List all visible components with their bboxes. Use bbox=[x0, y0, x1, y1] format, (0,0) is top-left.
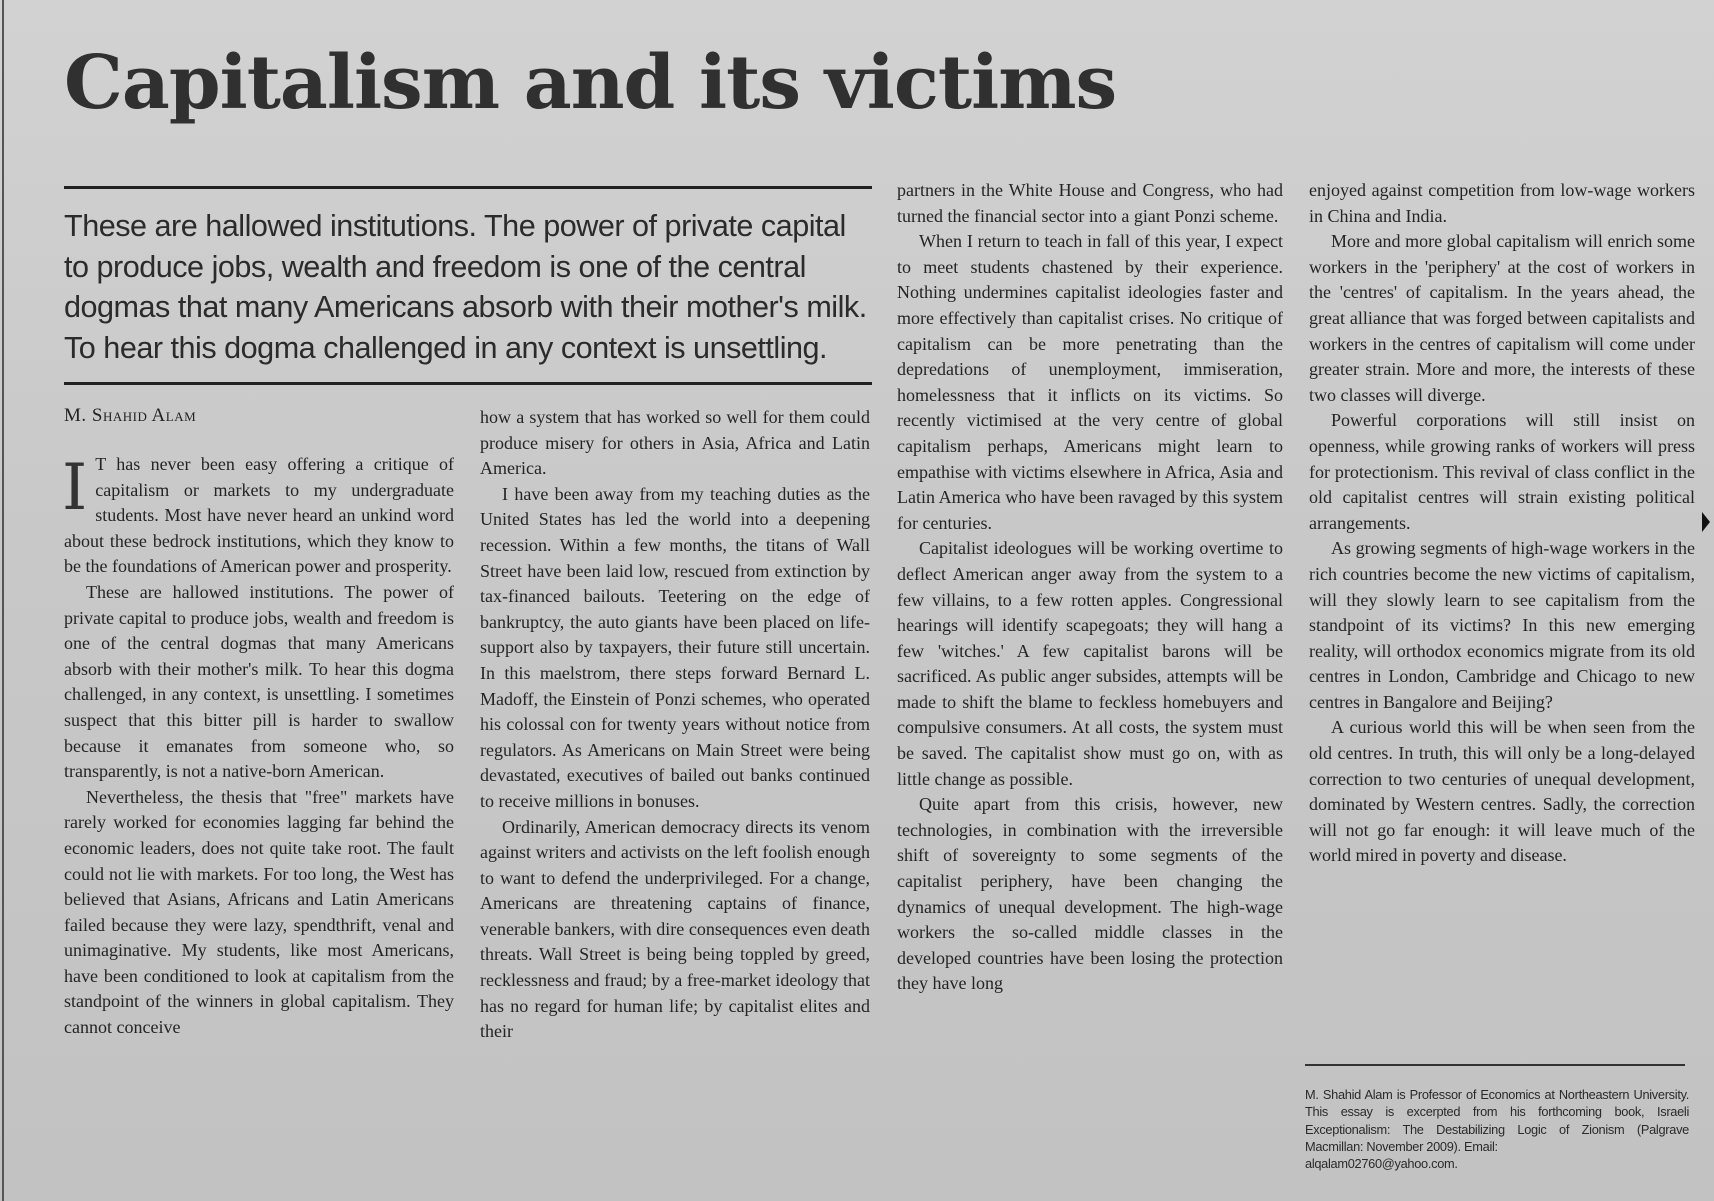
column-2 bbox=[480, 405, 870, 1045]
author-email: alqalam02760@yahoo.com. bbox=[1305, 1156, 1458, 1172]
paragraph-1 bbox=[64, 452, 454, 580]
paragraph-6: Ordinarily, American democracy directs its venom against writers and activists on the left foolish enough to want to defend the underprivileged. For a change, Americans are threatening captains of finance, venerable bankers, with dire consequences even death threats. Wall Street is being being toppled by greed, recklessness and fraud; by a free-market ideology that has no regard for human life; by capitalist elites and their bbox=[480, 816, 870, 1042]
deck-top-rule bbox=[64, 186, 872, 189]
author-bio-text: M. Shahid Alam is Professor of Economics at Northeastern University. This essay is excerpted from his forthcoming book, Israeli Exceptionalism: The Destabilizing Logic of Zionism (Palgrave Macmillan: November 2009). Email: bbox=[1305, 1087, 1689, 1154]
paragraph-2: These are hallowed institutions. The power of private capital to produce jobs, wealth and freedom is one of the central dogmas that many Americans absorb with their mother's milk. To hear this dogma challenged, in any context, is unsettling. I sometimes suspect that this bitter pill is harder to swallow because it emanates from someone who, so transparently, is not a native-born American. bbox=[64, 581, 454, 782]
drop-cap: I bbox=[62, 451, 88, 525]
paragraph-7: partners in the White House and Congress, who had turned the financial sector into a giant Ponzi scheme. bbox=[897, 180, 1283, 226]
fold-marker-icon bbox=[1702, 512, 1710, 532]
column-3 bbox=[897, 178, 1283, 997]
column-4 bbox=[1309, 178, 1695, 869]
paragraph-4: how a system that has worked so well for them could produce misery for others in Asia, Africa and Latin America. bbox=[480, 407, 870, 479]
paragraph-11: enjoyed against competition from low-wage workers in China and India. bbox=[1309, 180, 1695, 226]
paragraph-10: Quite apart from this crisis, however, new technologies, in combination with the irreversible shift of sovereignty to some segments of the capitalist periphery, have been changing the dynamics of unequal development. The high-wage workers the so-called middle classes in the developed countries have been losing the protection they have long bbox=[897, 794, 1283, 994]
deck-pull-quote: These are hallowed institutions. The power of private capital to produce jobs, wealth and freedom is one of the central dogmas that many Americans absorb with their mother's milk. To hear this dogma challenged in any context is unsettling. bbox=[64, 209, 867, 365]
page-edge-line bbox=[2, 0, 4, 1201]
paragraph-1-text: T has never been easy offering a critique of capitalism or markets to my undergraduate students. Most have never heard an unkind word about these bedrock institutions, which they know to be the foundations of American power and prosperity. bbox=[64, 454, 454, 577]
paragraph-9: Capitalist ideologues will be working overtime to deflect American anger away from the system to a few villains, to a few rotten apples. Congressional hearings will identify scapegoats; they will hang a few 'witches.' A few capitalist barons will be sacrificed. As public anger subsides, attempts will be made to shift the blame to feckless homebuyers and compulsive consumers. At all costs, the system must be saved. The capitalist show must go on, with as little change as possible. bbox=[897, 538, 1283, 789]
paragraph-15: A curious world this will be when seen from the old centres. In truth, this will only be a long-delayed correction to two centuries of unequal development, dominated by Western centres. Sadly, the correction will not go far enough: it will leave much of the world mired in poverty and disease. bbox=[1309, 717, 1695, 866]
bio-rule bbox=[1305, 1064, 1685, 1066]
paragraph-14: As growing segments of high-wage workers in the rich countries become the new victims of capitalism, will they slowly learn to see capitalism from the standpoint of its victims? In this new emerging reality, will orthodox economics migrate from its old centres in London, Cambridge and Chicago to new centres in Bangalore and Beijing? bbox=[1309, 538, 1695, 712]
paragraph-13: Powerful corporations will still insist on openness, while growing ranks of workers will press for protectionism. This revival of class conflict in the old capitalist centres will strain existing political arrangements. bbox=[1309, 410, 1695, 533]
paragraph-8: When I return to teach in fall of this year, I expect to meet students chastened by their experience. Nothing undermines capitalist ideologies faster and more effectively than capitalist crises. No critique of capitalism can be more penetrating than the depredations of unemployment, immiseration, homelessness that it inflicts on its victims. So recently victimised at the very centre of global capitalism perhaps, Americans might learn to empathise with victims elsewhere in Africa, Asia and Latin America who have been ravaged by this system for centuries. bbox=[897, 231, 1283, 533]
paragraph-12: More and more global capitalism will enrich some workers in the 'periphery' at the cost of workers in the 'centres' of capitalism. In the years ahead, the great alliance that was forged between capitalists and workers in the centres of capitalism will come under greater strain. More and more, the interests of these two classes will diverge. bbox=[1309, 231, 1695, 405]
paragraph-3: Nevertheless, the thesis that "free" markets have rarely worked for economies lagging far behind the economic leaders, does not quite take root. The fault could not lie with markets. For too long, the West has believed that Asians, Africans and Latin Americans failed because they were lazy, spendthrift, venal and unimaginative. My students, like most Americans, have been conditioned to look at capitalism from the standpoint of the winners in global capitalism. They cannot conceive bbox=[64, 786, 454, 1038]
paragraph-5: I have been away from my teaching duties as the United States has led the world into a deepening recession. Within a few months, the titans of Wall Street have been laid low, rescued from extinction by tax-financed bailouts. Teetering on the edge of bankruptcy, the auto giants have been placed on life-support also by taxpayers, their future still uncertain. In this maelstrom, there steps forward Bernard L. Madoff, the Einstein of Ponzi schemes, who operated his colossal con for twenty years without notice from regulators. As Americans on Main Street were being devastated, executives of bailed out banks continued to receive millions in bonuses. bbox=[480, 483, 870, 811]
headline: Capitalism and its victims bbox=[64, 40, 1117, 126]
deck-bottom-rule bbox=[64, 382, 872, 385]
author-bio bbox=[1305, 1086, 1689, 1172]
column-1 bbox=[64, 452, 454, 1041]
byline: M. Shahid Alam bbox=[64, 405, 197, 426]
